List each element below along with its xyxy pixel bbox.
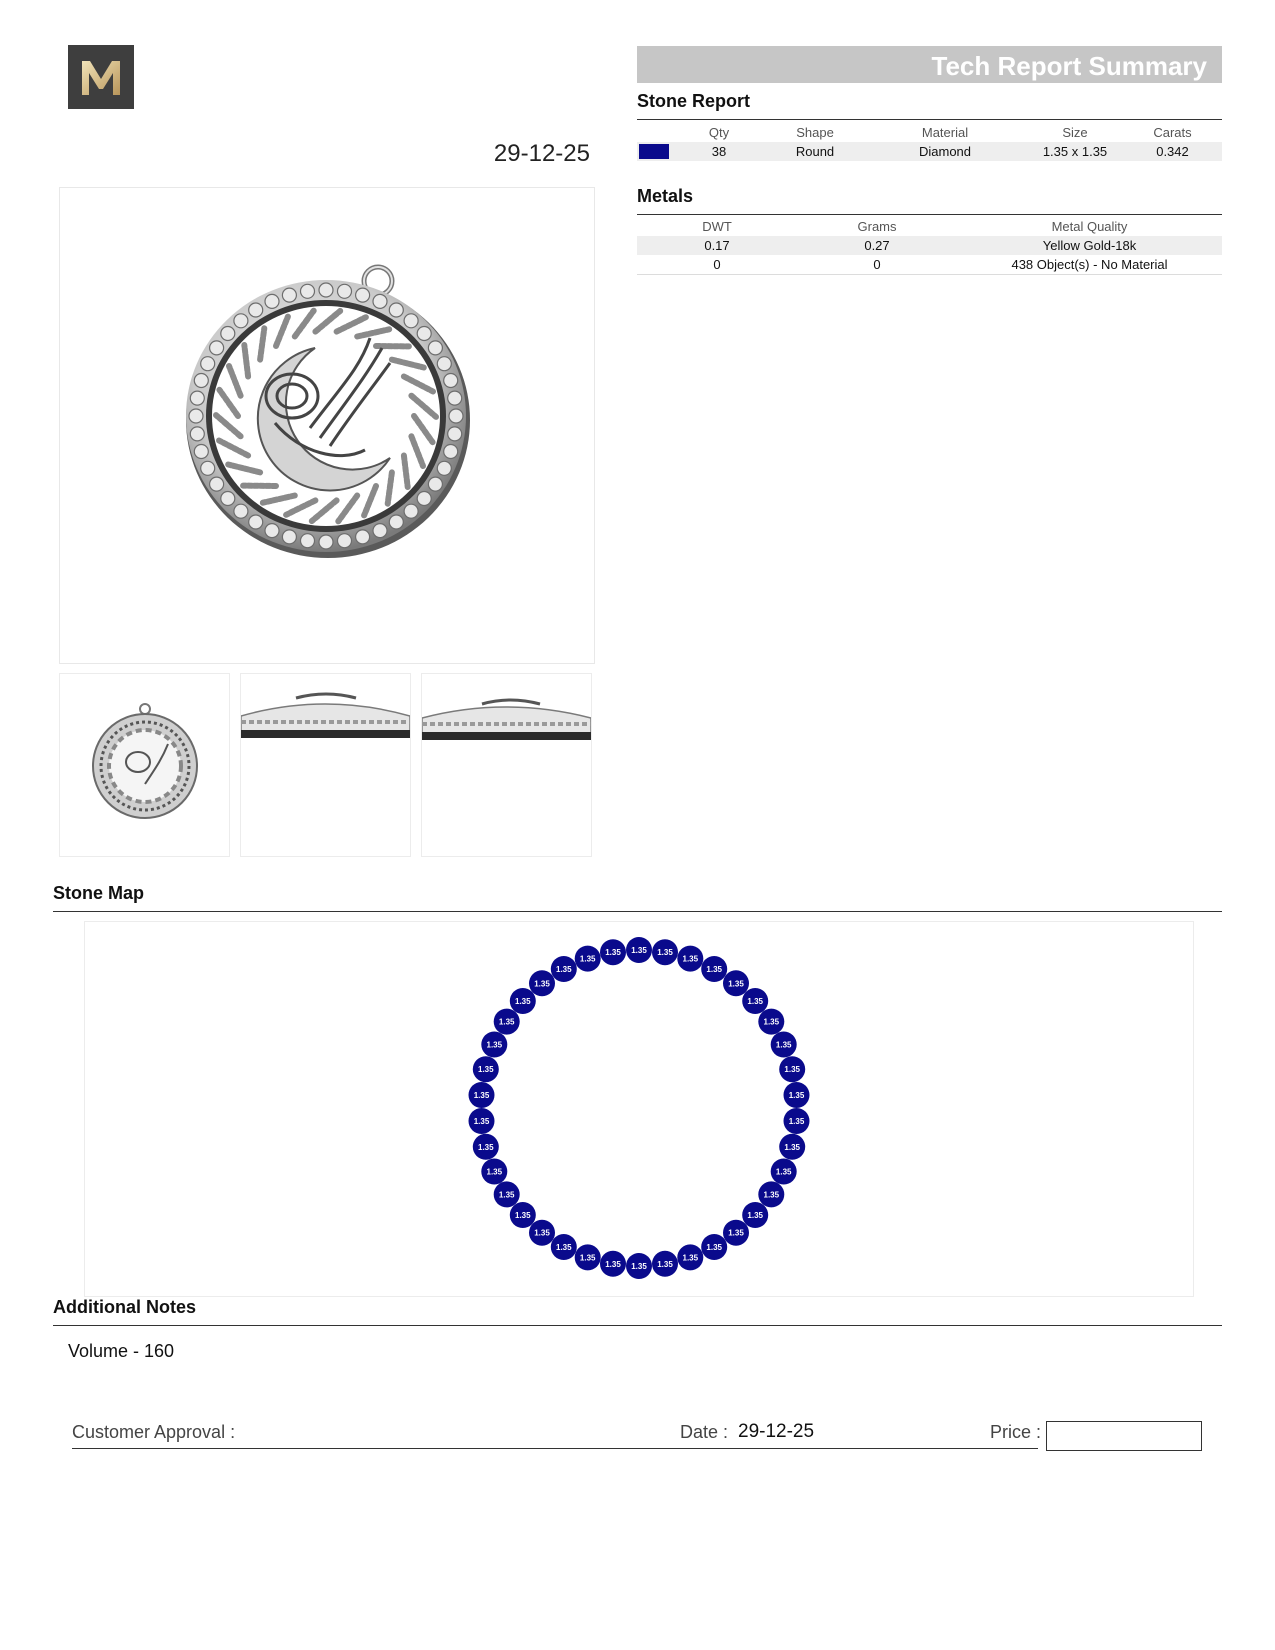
stone-marker [473, 1056, 499, 1082]
bead [234, 314, 248, 328]
stone-report-header-row [637, 122, 1222, 142]
bead [404, 314, 418, 328]
bead [190, 427, 204, 441]
filigree-leaf [404, 456, 408, 488]
bead [417, 492, 431, 506]
thumbnail-side-view[interactable] [240, 673, 411, 857]
bead [448, 427, 462, 441]
bead [389, 303, 403, 317]
stone-marker [742, 1202, 768, 1228]
stone-marker [494, 1181, 520, 1207]
bead [249, 303, 263, 317]
stone-marker [723, 1220, 749, 1246]
bead [194, 374, 208, 388]
stone-size-label: 1.35 [556, 1243, 572, 1252]
additional-notes-title: Additional Notes [53, 1297, 196, 1317]
stone-size-label: 1.35 [682, 1253, 699, 1263]
stone-size-label: 1.35 [486, 1167, 503, 1177]
bead [234, 504, 248, 518]
approval-date-value: 29-12-25 [738, 1421, 815, 1442]
bead [319, 535, 333, 549]
stone-marker [551, 956, 577, 982]
stone-size-label: 1.35 [631, 946, 647, 955]
stone-map-rule [53, 911, 1222, 912]
tech-report-summary-header: Tech Report Summary [637, 46, 1222, 83]
stone-size-label: 1.35 [498, 1190, 515, 1200]
company-logo [68, 45, 134, 109]
stone-map-title: Stone Map [53, 883, 145, 903]
stone-size-label: 1.35 [657, 1259, 673, 1269]
carats-header: Carats [1153, 124, 1192, 140]
bead [282, 530, 296, 544]
notes-text: Volume - 160 [68, 1341, 175, 1361]
metals-rule [637, 214, 1222, 215]
bead [448, 391, 462, 405]
metal-quality-cell: Yellow Gold-18k [957, 236, 1222, 255]
bead [449, 409, 463, 423]
stone-marker [600, 939, 626, 965]
bead [444, 445, 458, 459]
stone-marker [758, 1181, 784, 1207]
stone-size-label: 1.35 [498, 1017, 515, 1027]
shape-header: Shape [796, 124, 834, 140]
stone-marker [701, 956, 727, 982]
bead [201, 357, 215, 371]
stone-size-label: 1.35 [579, 954, 596, 964]
stone-size-label: 1.35 [605, 1259, 621, 1269]
report-date: 29-12-25 [493, 140, 590, 167]
dwt-cell: 0.17 [637, 236, 797, 255]
stone-marker [575, 946, 601, 972]
bead [210, 477, 224, 491]
stone-size-label: 1.35 [706, 1243, 722, 1252]
stone-marker [529, 1220, 555, 1246]
approval-signature-line [72, 1448, 1038, 1449]
material-header: Material [921, 124, 969, 140]
bead [221, 492, 235, 506]
bead [373, 524, 387, 538]
grams-cell: 0 [797, 255, 957, 275]
price-label: Price : [990, 1422, 1042, 1442]
bead [189, 409, 203, 423]
dwt-header: DWT [702, 218, 732, 234]
additional-notes-rule [53, 1325, 1222, 1326]
thumbnail-angle-view[interactable] [421, 673, 592, 857]
stone-size-label: 1.35 [579, 1253, 596, 1263]
bead [338, 284, 352, 298]
bead [301, 284, 315, 298]
table-row [637, 142, 1222, 161]
thumbnail-front-view[interactable] [59, 673, 230, 857]
size-cell: 1.35 x 1.35 [1027, 142, 1123, 161]
bead [190, 391, 204, 405]
stone-size-label: 1.35 [657, 948, 673, 958]
stone-marker [575, 1244, 601, 1270]
stone-size-label: 1.35 [473, 1117, 490, 1126]
metals-title: Metals [637, 186, 694, 206]
bead [265, 294, 279, 308]
bead [338, 534, 352, 548]
bead [356, 288, 370, 302]
bead [282, 288, 296, 302]
stone-size-label: 1.35 [747, 997, 763, 1006]
stone-marker [742, 988, 768, 1014]
material-cell: Diamond [863, 142, 1027, 161]
date-label: Date : [680, 1422, 729, 1442]
stone-size-label: 1.35 [515, 997, 531, 1006]
stone-marker [784, 1108, 810, 1134]
size-header: Size [1062, 124, 1088, 140]
stone-size-label: 1.35 [747, 1211, 763, 1220]
stone-size-label: 1.35 [556, 965, 572, 974]
stone-size-label: 1.35 [534, 979, 550, 989]
stone-marker [481, 1159, 507, 1185]
stone-map [84, 921, 1194, 1297]
stone-size-label: 1.35 [728, 1228, 744, 1238]
bead [249, 515, 263, 529]
qty-header: Qty [708, 124, 730, 140]
metal-quality-header: Metal Quality [1051, 218, 1128, 234]
stone-marker [771, 1159, 797, 1185]
stone-size-label: 1.35 [682, 954, 699, 964]
stone-color-swatch [639, 144, 669, 159]
stone-size-label: 1.35 [775, 1040, 792, 1050]
bead [428, 477, 442, 491]
stone-marker [652, 1251, 678, 1277]
stone-marker [626, 1253, 652, 1279]
carats-cell: 0.342 [1123, 142, 1222, 161]
stone-marker [529, 970, 555, 996]
bead [444, 374, 458, 388]
dwt-cell: 0 [637, 255, 797, 275]
stone-marker [510, 988, 536, 1014]
stone-report-table [637, 122, 1222, 161]
stone-marker [469, 1082, 495, 1108]
table-row [637, 236, 1222, 255]
stone-marker [652, 939, 678, 965]
metals-header-row [637, 216, 1222, 236]
stone-size-label: 1.35 [478, 1065, 494, 1075]
stone-color-swatch-cell [637, 142, 671, 161]
metal-quality-cell: 438 Object(s) - No Material [957, 255, 1222, 275]
bead [437, 461, 451, 475]
bead [221, 327, 235, 341]
stone-marker [779, 1056, 805, 1082]
table-row [637, 255, 1222, 275]
stone-size-label: 1.35 [534, 1228, 550, 1238]
bead [194, 445, 208, 459]
bead [210, 341, 224, 355]
stone-marker [784, 1082, 810, 1108]
stone-marker [677, 946, 703, 972]
stone-size-label: 1.35 [763, 1017, 780, 1027]
bead [301, 534, 315, 548]
customer-approval-label: Customer Approval : [72, 1422, 236, 1442]
stone-swatch-header [637, 122, 671, 142]
bead [201, 461, 215, 475]
qty-cell: 38 [671, 142, 767, 161]
stone-marker [469, 1108, 495, 1134]
stone-marker [723, 970, 749, 996]
bead [389, 515, 403, 529]
stone-marker [779, 1134, 805, 1160]
stone-marker [510, 1202, 536, 1228]
stone-size-label: 1.35 [788, 1117, 805, 1126]
stone-marker [473, 1134, 499, 1160]
main-render-image [59, 187, 595, 664]
stone-size-label: 1.35 [486, 1040, 503, 1050]
bead [428, 341, 442, 355]
stone-size-label: 1.35 [605, 948, 621, 958]
stone-marker [551, 1234, 577, 1260]
bead [417, 327, 431, 341]
stone-marker [758, 1009, 784, 1035]
grams-header: Grams [857, 218, 897, 234]
stone-size-label: 1.35 [784, 1142, 800, 1152]
stone-size-label: 1.35 [631, 1262, 647, 1271]
stone-size-label: 1.35 [763, 1190, 780, 1200]
bead [437, 357, 451, 371]
stone-size-label: 1.35 [706, 965, 722, 974]
stone-size-label: 1.35 [728, 979, 744, 989]
price-field[interactable] [1046, 1421, 1202, 1451]
metals-table [637, 216, 1222, 275]
stone-marker [494, 1009, 520, 1035]
bead [356, 530, 370, 544]
stone-marker [600, 1251, 626, 1277]
stone-report-title: Stone Report [637, 91, 751, 111]
stone-marker [771, 1032, 797, 1058]
stone-size-label: 1.35 [478, 1142, 494, 1152]
bead [265, 524, 279, 538]
bead [319, 283, 333, 297]
stone-marker [481, 1032, 507, 1058]
stone-marker [677, 1244, 703, 1270]
shape-cell: Round [767, 142, 863, 161]
filigree-leaf [244, 345, 248, 377]
stone-size-label: 1.35 [788, 1091, 805, 1100]
stone-size-label: 1.35 [473, 1091, 490, 1100]
stone-size-label: 1.35 [784, 1065, 800, 1075]
bead [373, 294, 387, 308]
stone-marker [701, 1234, 727, 1260]
grams-cell: 0.27 [797, 236, 957, 255]
stone-marker [626, 937, 652, 963]
stone-size-label: 1.35 [515, 1211, 531, 1220]
stone-size-label: 1.35 [775, 1167, 792, 1177]
stone-report-rule [637, 119, 1222, 120]
bead [404, 504, 418, 518]
